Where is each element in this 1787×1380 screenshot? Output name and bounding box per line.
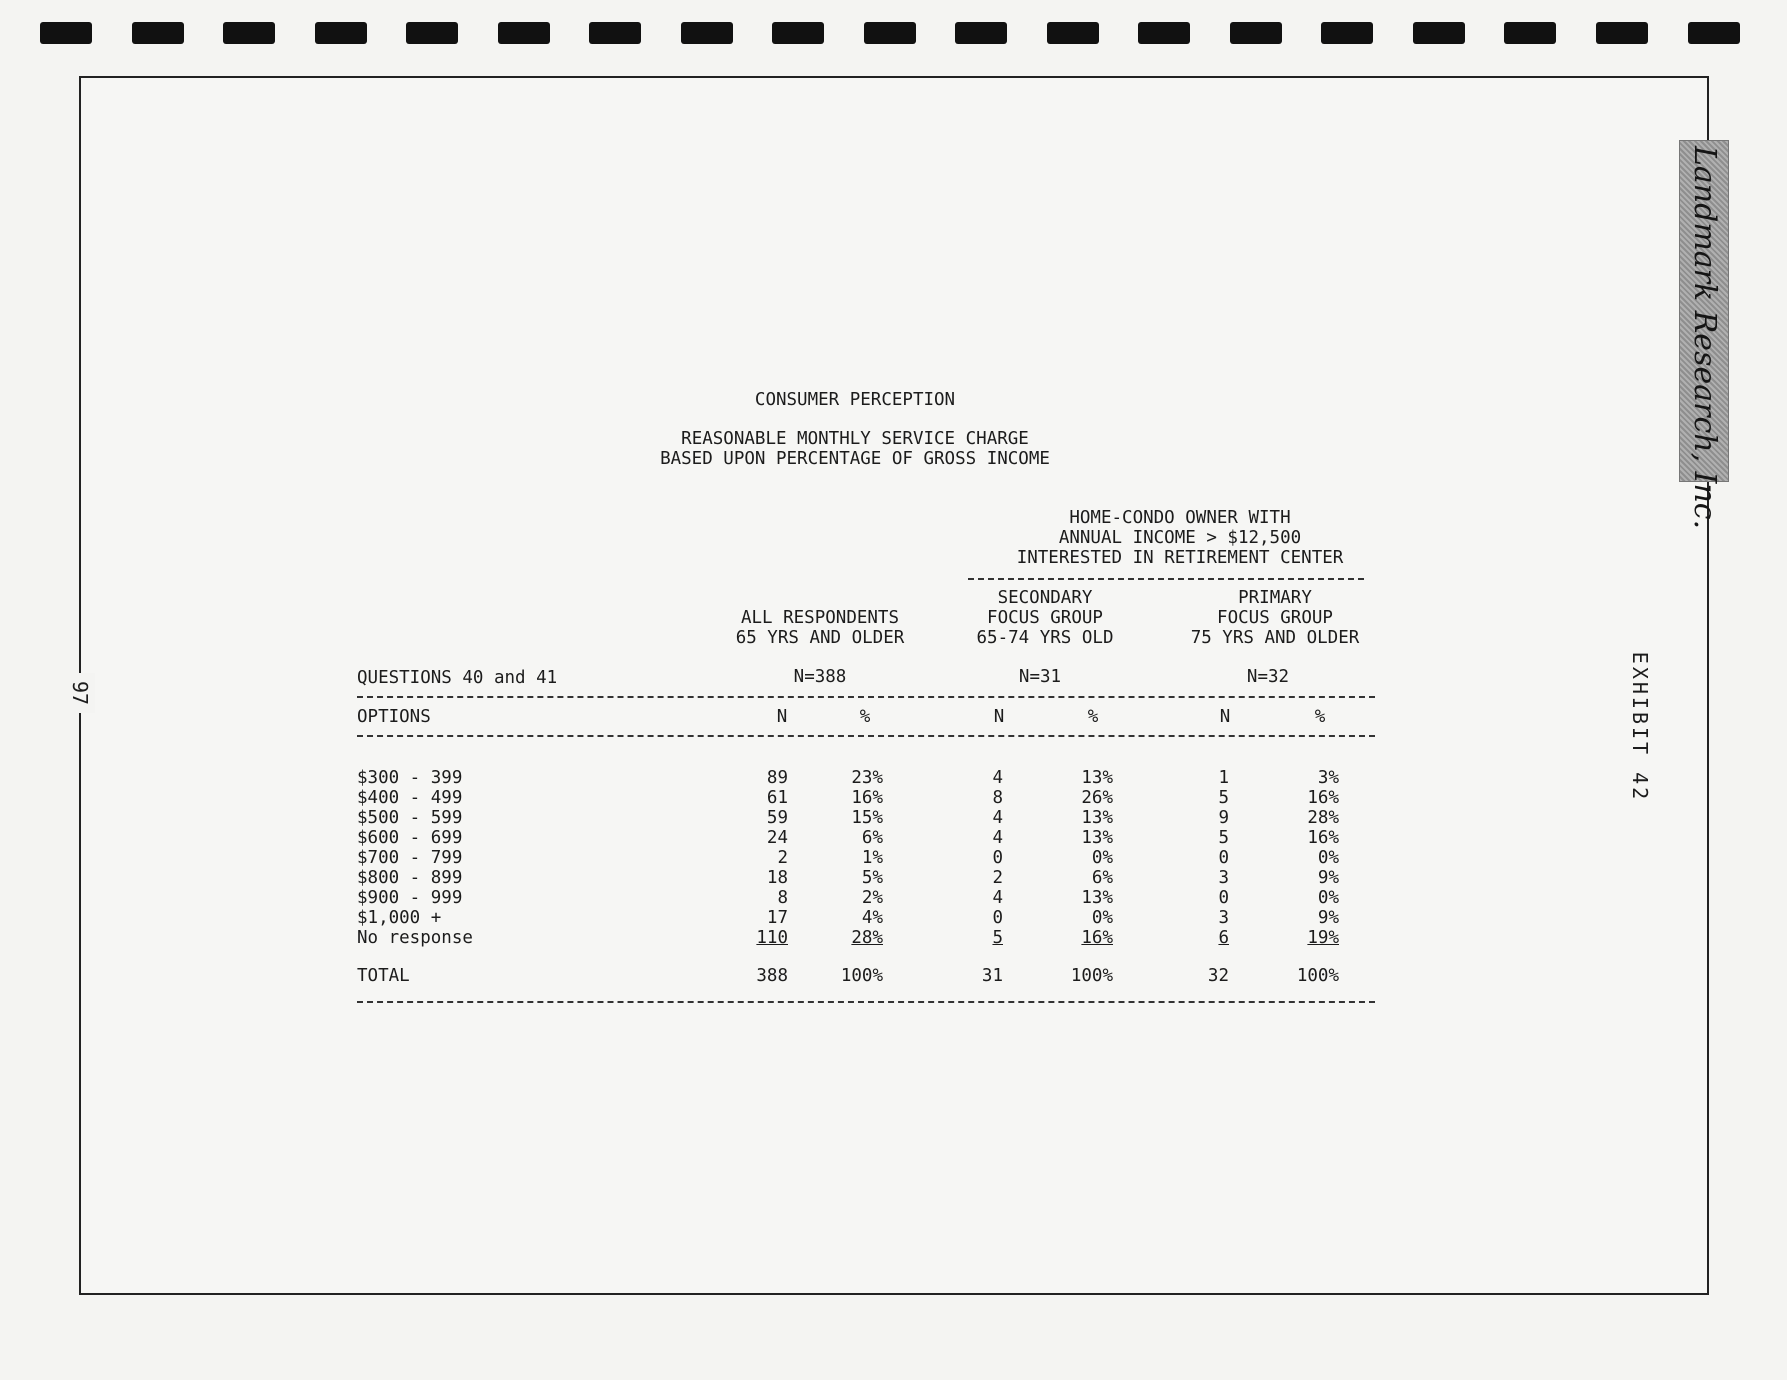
column-all-line2: 65 YRS AND OLDER [735, 628, 905, 648]
document-subtitle-line1: REASONABLE MONTHLY SERVICE CHARGE [681, 429, 1029, 449]
table-row [0, 828, 1787, 848]
n-label-secondary: N=31 [1018, 667, 1062, 687]
binder-hole [1047, 22, 1099, 44]
group-header-line1: HOME-CONDO OWNER WITH [1069, 508, 1291, 528]
cell-all-n: 24 [766, 828, 788, 848]
binder-hole [681, 22, 733, 44]
n-label-all: N=388 [793, 667, 847, 687]
column-primary-line3: 75 YRS AND OLDER [1190, 628, 1360, 648]
cell-primary-pct: 3% [1317, 768, 1339, 788]
cell-secondary-n: 8 [992, 788, 1003, 808]
cell-primary-n: 6 [1218, 928, 1229, 948]
cell-secondary-pct: 26% [1081, 788, 1113, 808]
row-label: $1,000 + [357, 908, 442, 928]
row-label: $500 - 599 [357, 808, 463, 828]
binder-hole [406, 22, 458, 44]
cell-secondary-pct: 0% [1091, 848, 1113, 868]
table-row [0, 768, 1787, 788]
total-secondary-pct: 100% [1070, 966, 1113, 986]
cell-secondary-n: 4 [992, 828, 1003, 848]
group-header-line3: INTERESTED IN RETIREMENT CENTER [1016, 548, 1344, 568]
n-header-all: N [776, 707, 788, 727]
cell-all-pct: 2% [861, 888, 883, 908]
options-label: OPTIONS [357, 707, 431, 727]
binder-hole [1230, 22, 1282, 44]
column-all-line1: ALL RESPONDENTS [740, 608, 900, 628]
group-header [960, 508, 1400, 568]
row-label: $900 - 999 [357, 888, 463, 908]
total-all-pct: 100% [840, 966, 883, 986]
row-label: $300 - 399 [357, 768, 463, 788]
binder-hole [315, 22, 367, 44]
n-header-primary: N [1219, 707, 1231, 727]
binder-hole [1688, 22, 1740, 44]
cell-all-pct: 28% [851, 928, 883, 948]
table-row [0, 808, 1787, 828]
cell-primary-pct: 0% [1317, 848, 1339, 868]
binder-hole [1138, 22, 1190, 44]
total-primary-pct: 100% [1296, 966, 1339, 986]
total-secondary-n: 31 [981, 966, 1003, 986]
cell-all-pct: 16% [851, 788, 883, 808]
cell-secondary-n: 4 [992, 768, 1003, 788]
table-row [0, 848, 1787, 868]
column-header-primary [1160, 588, 1390, 648]
cell-primary-n: 3 [1218, 868, 1229, 888]
binder-hole [132, 22, 184, 44]
cell-secondary-pct: 13% [1081, 808, 1113, 828]
cell-secondary-n: 0 [992, 848, 1003, 868]
cell-primary-pct: 19% [1307, 928, 1339, 948]
table-row [0, 888, 1787, 908]
pct-header-all: % [859, 707, 871, 727]
pct-header-primary: % [1314, 707, 1326, 727]
logo-text: Landmark Research, Inc. [1687, 146, 1722, 530]
n-header-secondary: N [993, 707, 1005, 727]
cell-all-n: 110 [756, 928, 788, 948]
document-title: CONSUMER PERCEPTION [754, 390, 956, 410]
cell-primary-n: 0 [1218, 888, 1229, 908]
table-row [0, 928, 1787, 948]
total-all-n: 388 [756, 966, 788, 986]
cell-primary-pct: 9% [1317, 868, 1339, 888]
page-number: 97 [65, 673, 95, 713]
cell-all-n: 59 [766, 808, 788, 828]
group-header-divider [968, 578, 1364, 580]
row-label: $600 - 699 [357, 828, 463, 848]
exhibit-label: EXHIBIT 42 [1628, 651, 1652, 803]
binder-hole [498, 22, 550, 44]
cell-secondary-pct: 13% [1081, 768, 1113, 788]
binder-hole [955, 22, 1007, 44]
cell-all-n: 89 [766, 768, 788, 788]
column-secondary-line3: 65-74 YRS OLD [976, 628, 1114, 648]
binder-hole [1504, 22, 1556, 44]
column-primary-line2: FOCUS GROUP [1217, 608, 1333, 628]
cell-all-pct: 23% [851, 768, 883, 788]
table-row-total [0, 966, 1787, 986]
cell-all-n: 8 [777, 888, 788, 908]
column-secondary-line1: SECONDARY [997, 588, 1093, 608]
total-primary-n: 32 [1207, 966, 1229, 986]
binder-hole [772, 22, 824, 44]
table-divider-bottom [357, 1001, 1375, 1003]
row-label: $800 - 899 [357, 868, 463, 888]
cell-primary-pct: 28% [1307, 808, 1339, 828]
cell-secondary-n: 2 [992, 868, 1003, 888]
n-label-primary: N=32 [1246, 667, 1290, 687]
cell-primary-n: 9 [1218, 808, 1229, 828]
binder-holes [0, 22, 1787, 48]
company-logo [1679, 140, 1729, 530]
questions-label: QUESTIONS 40 and 41 [357, 668, 558, 688]
column-header-secondary [940, 588, 1150, 648]
row-label: No response [357, 928, 473, 948]
row-label: $400 - 499 [357, 788, 463, 808]
binder-hole [1321, 22, 1373, 44]
cell-all-pct: 6% [861, 828, 883, 848]
row-label: $700 - 799 [357, 848, 463, 868]
cell-all-pct: 5% [861, 868, 883, 888]
cell-secondary-n: 4 [992, 888, 1003, 908]
document-subtitle-line2: BASED UPON PERCENTAGE OF GROSS INCOME [660, 449, 1050, 469]
cell-all-pct: 1% [861, 848, 883, 868]
binder-hole [1596, 22, 1648, 44]
binder-hole [1413, 22, 1465, 44]
cell-secondary-pct: 13% [1081, 828, 1113, 848]
table-divider-header [357, 735, 1375, 737]
binder-hole [864, 22, 916, 44]
cell-secondary-pct: 0% [1091, 908, 1113, 928]
cell-secondary-n: 0 [992, 908, 1003, 928]
cell-secondary-pct: 6% [1091, 868, 1113, 888]
table-row [0, 868, 1787, 888]
binder-hole [223, 22, 275, 44]
column-header-all [710, 608, 930, 648]
pct-header-secondary: % [1087, 707, 1099, 727]
cell-primary-n: 5 [1218, 828, 1229, 848]
column-secondary-line2: FOCUS GROUP [987, 608, 1103, 628]
cell-primary-n: 1 [1218, 768, 1229, 788]
column-primary-line1: PRIMARY [1238, 588, 1312, 608]
cell-all-n: 17 [766, 908, 788, 928]
cell-primary-n: 3 [1218, 908, 1229, 928]
cell-secondary-pct: 13% [1081, 888, 1113, 908]
cell-all-pct: 4% [861, 908, 883, 928]
cell-primary-pct: 16% [1307, 788, 1339, 808]
total-label: TOTAL [357, 966, 410, 986]
cell-all-n: 61 [766, 788, 788, 808]
binder-hole [40, 22, 92, 44]
page-frame [79, 76, 1709, 1295]
table-row [0, 908, 1787, 928]
cell-secondary-n: 4 [992, 808, 1003, 828]
cell-all-n: 18 [766, 868, 788, 888]
cell-primary-n: 0 [1218, 848, 1229, 868]
cell-primary-pct: 0% [1317, 888, 1339, 908]
cell-all-pct: 15% [851, 808, 883, 828]
cell-secondary-n: 5 [992, 928, 1003, 948]
cell-primary-pct: 9% [1317, 908, 1339, 928]
table-divider-top [357, 696, 1375, 698]
group-header-line2: ANNUAL INCOME > $12,500 [1058, 528, 1302, 548]
cell-secondary-pct: 16% [1081, 928, 1113, 948]
binder-hole [589, 22, 641, 44]
cell-primary-n: 5 [1218, 788, 1229, 808]
cell-all-n: 2 [777, 848, 788, 868]
cell-primary-pct: 16% [1307, 828, 1339, 848]
table-row [0, 788, 1787, 808]
